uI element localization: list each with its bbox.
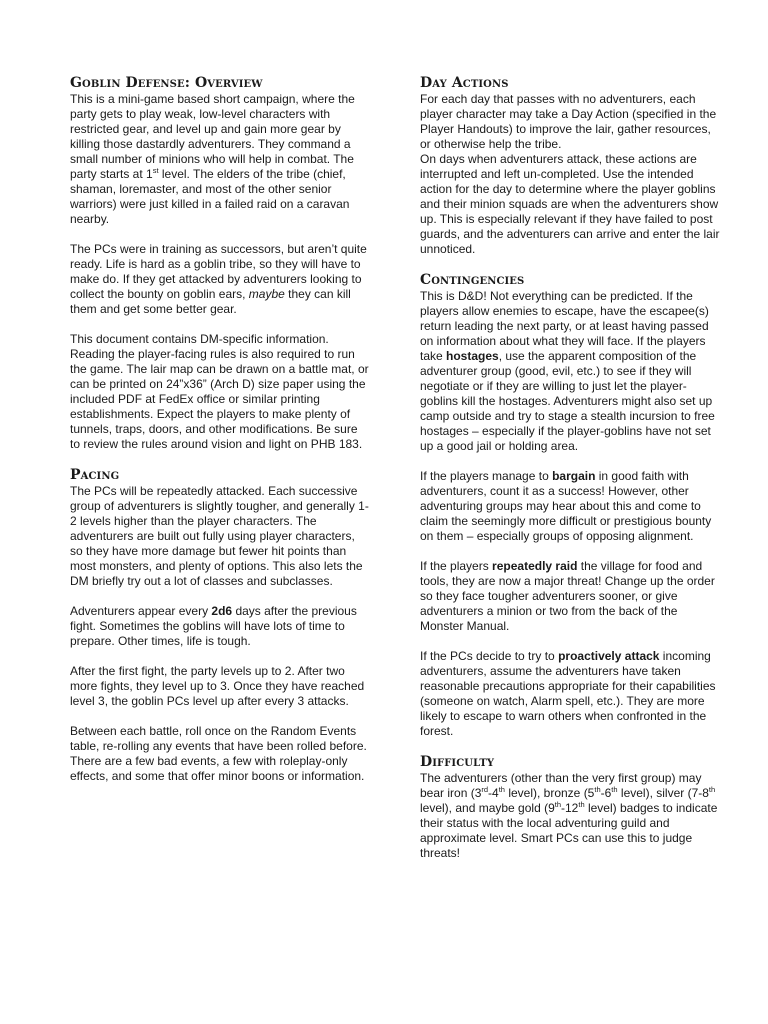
- difficulty-heading: Difficulty: [420, 754, 495, 770]
- overview-paragraph: This is a mini-game based short campaign, where the party gets to play weak, low-level characters with restricted gear, and level up and gain more gear by killing those dastardly adventurers. They command a small number of minions who will help in combat. The party starts at 1st level. The elders of the tribe (chief, shaman, loremaster, and most of the other senior warriors) were just killed in a failed raid on a caravan nearby.: [70, 92, 355, 226]
- difficulty-paragraph: The adventurers (other than the very first group) may bear iron (3rd-4th level), bronze (5th-6th level), silver (7-8th level), and maybe gold (9th-12th level) badges to indicate their status with the local adventuring guild and approximate level. Smart PCs can use this to judge threats!: [420, 771, 718, 860]
- pacing-paragraph: The PCs will be repeatedly attacked. Each successive group of adventurers is slightly tougher, and generally 1-2 levels higher than the player characters. The adventurers are built out fully using player characters, so they have more damage but fewer hit points than most monsters, and plenty of options. This also lets the DM briefly try out a lot of classes and subclasses.: [70, 484, 369, 588]
- pacing-paragraph: Between each battle, roll once on the Random Events table, re-rolling any events that have been rolled before. There are a few bad events, a few with roleplay-only effects, and some that offer minor boons or information.: [70, 724, 367, 783]
- overview-paragraph: The PCs were in training as successors, but aren’t quite ready. Life is hard as a goblin tribe, so they will have to make do. If they get attacked by adventurers looking to collect the bounty on goblin ears, maybe they can kill them and get some better gear.: [70, 242, 367, 316]
- contingencies-heading: Contingencies: [420, 272, 525, 288]
- contingencies-paragraph: If the players repeatedly raid the village for food and tools, they are now a major threat! Change up the order so they face tougher adventurers sooner, or give adventurers a minion or two from the back of the Monster Manual.: [420, 559, 715, 633]
- pacing-paragraph: Adventurers appear every 2d6 days after the previous fight. Sometimes the goblins will have lots of time to prepare. Other times, life is tough.: [70, 604, 357, 648]
- day-actions-paragraph: For each day that passes with no adventurers, each player character may take a Day Action (specified in the Player Handouts) to improve the lair, gather resources, or otherwise help the tribe.: [420, 92, 717, 151]
- pacing-paragraph: After the first fight, the party levels up to 2. After two more fights, they level up to 3. Once they have reached level 3, the goblin PCs level up after every 3 attacks.: [70, 664, 365, 708]
- right-column: [420, 74, 720, 1024]
- overview-paragraph: This document contains DM-specific information. Reading the player-facing rules is also required to run the game. The lair map can be drawn on a battle mat, or can be printed on 24”x36” (Arch D) size paper using the included PDF at FedEx office or similar printing establishments. Expect the players to make plenty of tunnels, traps, doors, and other modifications. Be sure to review the rules around vision and light on PHB 183.: [70, 332, 369, 451]
- contingencies-paragraph: If the PCs decide to try to proactively attack incoming adventurers, assume the adventurers have taken reasonable precautions appropriate for their capabilities (someone on watch, Alarm spell, etc.). They are more likely to escape to warn others when confronted in the forest.: [420, 649, 716, 738]
- day-actions-heading: Day Actions: [420, 75, 509, 91]
- overview-heading: Goblin Defense: Overview: [70, 75, 263, 91]
- contingencies-paragraph: If the players manage to bargain in good faith with adventurers, count it as a success! However, other adventuring groups may hear about this and come to claim the seemingly more difficult or prestigious bounty on them – especially groups of opposing alignment.: [420, 469, 712, 543]
- left-column: [70, 74, 370, 1024]
- pacing-heading: Pacing: [70, 467, 120, 483]
- contingencies-paragraph: This is D&D! Not everything can be predicted. If the players allow enemies to escape, have the escapee(s) return leading the next party, or at least having passed on information about what they will face. If the players take hostages, use the apparent composition of the adventurer group (good, evil, etc.) to see if they will negotiate or if they are willing to just let the player-goblins kill the hostages. Adventurers might also set up camp outside and try to stage a stealth incursion to free hostages – especially if the player-goblins have not set up a good jail or holding area.: [420, 289, 715, 453]
- day-actions-paragraph: On days when adventurers attack, these actions are interrupted and left un-completed. Use the intended action for the day to determine where the player goblins and their minion squads are when the adventurers show up. This is especially relevant if they have failed to post guards, and the adventurers can arrive and enter the lair unnoticed.: [420, 152, 720, 256]
